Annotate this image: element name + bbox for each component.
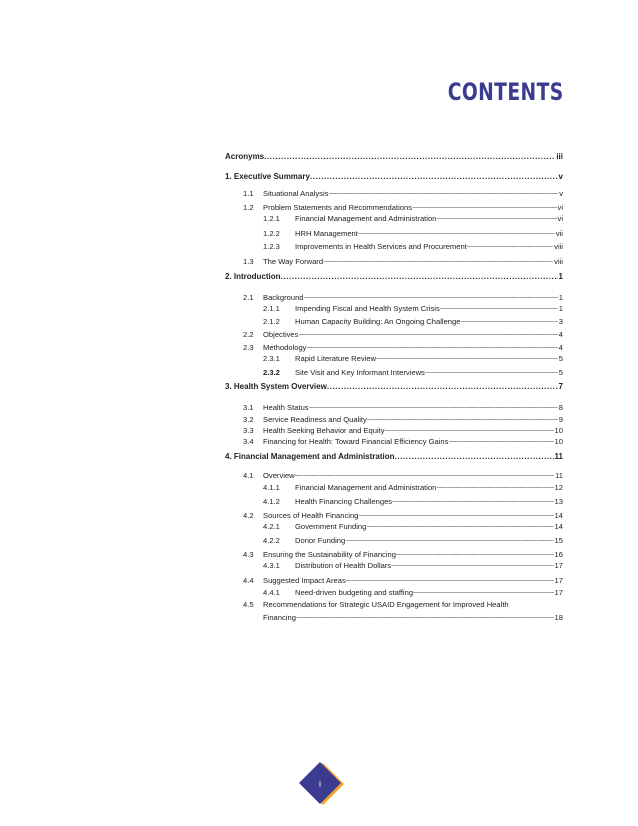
toc-entry[interactable] xyxy=(243,341,563,352)
toc-entry[interactable] xyxy=(243,469,563,480)
toc-entry[interactable] xyxy=(263,212,563,223)
toc-entry-label: Health Status xyxy=(263,403,309,412)
toc-entry-number: 1.2.3 xyxy=(263,242,280,251)
toc-entry-label: Sources of Health Financing xyxy=(263,511,359,520)
toc-entry-label: Methodology xyxy=(263,343,307,352)
toc-leader-dots xyxy=(323,255,553,266)
toc-entry-label: Situational Analysis xyxy=(263,189,329,198)
toc-entry-page: 8 xyxy=(558,403,563,412)
toc-entry[interactable] xyxy=(263,534,563,545)
toc-entry[interactable] xyxy=(243,187,563,198)
toc-entry-page: viii xyxy=(554,242,563,251)
toc-entry-number: 3.2 xyxy=(243,415,254,424)
toc-leader-dots xyxy=(358,227,555,238)
toc-leader-dots xyxy=(306,341,557,352)
toc-leader-dots xyxy=(467,240,553,251)
toc-entry-number: 1.3 xyxy=(243,257,254,266)
toc-entry[interactable] xyxy=(263,302,563,313)
toc-entry-number: 1.2 xyxy=(243,203,254,212)
toc-leader-dots xyxy=(281,272,558,281)
toc-entry-label: Site Visit and Key Informant Interviews xyxy=(295,368,425,377)
toc-entry[interactable] xyxy=(263,611,563,622)
toc-entry-label: Human Capacity Building: An Ongoing Challenge xyxy=(295,317,461,326)
toc-entry-number: 4.5 xyxy=(243,600,254,609)
toc-leader-dots xyxy=(436,212,556,223)
toc-entry-page: 13 xyxy=(554,497,563,506)
toc-entry-page: 11 xyxy=(554,452,563,461)
toc-leader-dots xyxy=(391,559,553,570)
toc-leader-dots xyxy=(413,586,553,597)
toc-entry-label: Need-driven budgeting and staffing xyxy=(295,588,414,597)
toc-entry-number: 1.2.2 xyxy=(263,229,280,238)
toc-entry[interactable] xyxy=(263,586,563,597)
toc-leader-dots xyxy=(460,315,557,326)
page-number-badge xyxy=(296,759,346,809)
toc-entry-page: 12 xyxy=(554,483,563,492)
toc-leader-dots xyxy=(296,611,554,622)
toc-leader-dots xyxy=(376,352,558,363)
toc-entry-number: 2.3.2 xyxy=(263,368,280,377)
toc-leader-dots xyxy=(304,291,558,302)
toc-entry-label: Financial Management and Administration xyxy=(295,483,437,492)
toc-entry-page: 1 xyxy=(558,272,563,281)
toc-entry-label: Suggested Impact Areas xyxy=(263,576,346,585)
toc-entry-number: 2.1.1 xyxy=(263,304,280,313)
toc-entry-page: v xyxy=(558,172,563,181)
toc-leader-dots xyxy=(295,469,554,480)
toc-entry-number: 1.1 xyxy=(243,189,254,198)
toc-entry-number: 4.4.1 xyxy=(263,588,280,597)
toc-entry-number: 4.1 xyxy=(243,471,254,480)
toc-entry[interactable] xyxy=(263,559,563,570)
toc-entry-label: 1. Executive Summary xyxy=(225,172,310,181)
toc-leader-dots xyxy=(412,201,557,212)
toc-entry-label: Background xyxy=(263,293,304,302)
toc-entry[interactable] xyxy=(225,152,563,161)
toc-entry-page: 4 xyxy=(558,330,563,339)
page-number: i xyxy=(319,779,321,789)
toc-entry-label: Overview xyxy=(263,471,295,480)
toc-leader-dots xyxy=(440,302,558,313)
toc-entry[interactable] xyxy=(263,481,563,492)
toc-entry-label: Recommendations for Strategic USAID Engagement for Improved Health xyxy=(263,600,509,609)
toc-entry-label: Financial Management and Administration xyxy=(295,214,437,223)
toc-entry-label: Health Financing Challenges xyxy=(295,497,393,506)
toc-leader-dots xyxy=(425,366,558,377)
toc-entry-label: Government Funding xyxy=(295,522,367,531)
toc-entry-number: 4.4 xyxy=(243,576,254,585)
toc-entry-label: 4. Financial Management and Administration xyxy=(225,452,395,461)
toc-entry-page: vii xyxy=(555,229,563,238)
toc-entry-number: 4.3.1 xyxy=(263,561,280,570)
toc-entry-number: 4.1.1 xyxy=(263,483,280,492)
toc-entry-page: viii xyxy=(554,257,563,266)
toc-entry-number: 3.1 xyxy=(243,403,254,412)
toc-entry[interactable] xyxy=(243,509,563,520)
toc-entry-page: 15 xyxy=(554,536,563,545)
toc-entry[interactable] xyxy=(243,413,563,424)
toc-leader-dots xyxy=(395,452,554,461)
toc-entry[interactable] xyxy=(263,366,563,377)
toc-entry-page: 14 xyxy=(554,511,563,520)
toc-entry[interactable] xyxy=(225,452,563,461)
toc-entry-number: 4.2 xyxy=(243,511,254,520)
toc-entry-number: 4.3 xyxy=(243,550,254,559)
toc-entry-label: Impending Fiscal and Health System Crisis xyxy=(295,304,440,313)
toc-entry-page: 5 xyxy=(558,354,563,363)
toc-entry[interactable] xyxy=(225,382,563,391)
toc-leader-dots xyxy=(309,401,558,412)
toc-entry-label: The Way Forward xyxy=(263,257,324,266)
toc-entry-label: Distribution of Health Dollars xyxy=(295,561,392,570)
toc-leader-dots xyxy=(385,424,554,435)
toc-entry[interactable] xyxy=(243,424,563,435)
toc-entry-label: Ensuring the Sustainability of Financing xyxy=(263,550,396,559)
toc-entry[interactable] xyxy=(263,315,563,326)
toc-entry-label: Financing xyxy=(263,613,296,622)
toc-leader-dots xyxy=(367,413,558,424)
toc-entry-page: 11 xyxy=(555,471,563,480)
toc-entry-label: Improvements in Health Services and Procurement xyxy=(295,242,467,251)
toc-entry[interactable] xyxy=(263,227,563,238)
toc-entry-page: vi xyxy=(557,203,563,212)
toc-entry[interactable] xyxy=(225,272,563,281)
toc-entry-label: 2. Introduction xyxy=(225,272,281,281)
toc-leader-dots xyxy=(392,495,553,506)
page-title: CONTENTS xyxy=(448,78,564,106)
diamond-badge-icon xyxy=(296,759,346,809)
toc-entry[interactable] xyxy=(243,435,563,446)
toc-entry-number: 4.2.1 xyxy=(263,522,280,531)
toc-leader-dots xyxy=(345,534,553,545)
toc-entry-label: Donor Funding xyxy=(295,536,346,545)
toc-leader-dots xyxy=(448,435,553,446)
toc-entry-label: Health Seeking Behavior and Equity xyxy=(263,426,385,435)
toc-entry[interactable] xyxy=(263,352,563,363)
toc-entry[interactable] xyxy=(263,520,563,531)
toc-entry-page: 10 xyxy=(554,437,563,446)
toc-entry-page: 16 xyxy=(554,550,563,559)
toc-leader-dots xyxy=(264,152,555,161)
toc-entry-number: 3.4 xyxy=(243,437,254,446)
toc-entry[interactable] xyxy=(263,240,563,251)
toc-entry[interactable] xyxy=(243,255,563,266)
toc-entry-number: 2.3.1 xyxy=(263,354,280,363)
toc-entry[interactable] xyxy=(225,172,563,181)
toc-leader-dots xyxy=(346,574,554,585)
toc-entry-page: 5 xyxy=(558,368,563,377)
toc-entry-number: 4.1.2 xyxy=(263,497,280,506)
toc-entry[interactable] xyxy=(243,328,563,339)
toc-entry-page: 7 xyxy=(558,382,563,391)
toc-leader-dots xyxy=(327,382,558,391)
toc-entry-label: Rapid Literature Review xyxy=(295,354,377,363)
toc-entry[interactable] xyxy=(243,201,563,212)
toc-entry-page: vi xyxy=(557,214,563,223)
toc-entry[interactable] xyxy=(243,291,563,302)
toc-entry-label: Objectives xyxy=(263,330,299,339)
toc-entry-page: 18 xyxy=(554,613,563,622)
toc-entry-page: 17 xyxy=(554,561,563,570)
toc-entry-number: 2.2 xyxy=(243,330,254,339)
toc-entry-page: 9 xyxy=(558,415,563,424)
toc-entry[interactable] xyxy=(243,574,563,585)
toc-entry[interactable] xyxy=(243,401,563,412)
toc-entry-number: 4.2.2 xyxy=(263,536,280,545)
toc-leader-dots xyxy=(358,509,553,520)
toc-entry-page: 1 xyxy=(558,293,563,302)
toc-entry-page: 10 xyxy=(554,426,563,435)
toc-leader-dots xyxy=(298,328,557,339)
toc-entry-page: 3 xyxy=(558,317,563,326)
toc-entry-label: Acronyms xyxy=(225,152,265,161)
toc-entry[interactable] xyxy=(243,600,563,609)
toc-leader-dots xyxy=(328,187,558,198)
toc-entry-page: 1 xyxy=(558,304,563,313)
toc-entry-number: 1.2.1 xyxy=(263,214,280,223)
toc-entry-number: 3.3 xyxy=(243,426,254,435)
toc-entry-number: 2.1 xyxy=(243,293,254,302)
toc-leader-dots xyxy=(436,481,553,492)
toc-entry-label: Problem Statements and Recommendations xyxy=(263,203,412,212)
toc-entry-label: 3. Health System Overview xyxy=(225,382,327,391)
toc-entry-label: Service Readiness and Quality xyxy=(263,415,367,424)
toc-entry[interactable] xyxy=(263,495,563,506)
toc-leader-dots xyxy=(396,548,554,559)
toc-entry[interactable] xyxy=(243,548,563,559)
toc-entry-page: 17 xyxy=(554,576,563,585)
toc-entry-page: 17 xyxy=(554,588,563,597)
toc-entry-page: iii xyxy=(556,152,563,161)
toc-entry-page: 14 xyxy=(554,522,563,531)
toc-leader-dots xyxy=(310,172,558,181)
toc-entry-label: Financing for Health: Toward Financial Efficiency Gains xyxy=(263,437,449,446)
toc-entry-number: 2.3 xyxy=(243,343,254,352)
toc-entry-page: 4 xyxy=(558,343,563,352)
toc-entry-label: HRH Management xyxy=(295,229,358,238)
toc-entry-page: v xyxy=(559,189,563,198)
toc-leader-dots xyxy=(366,520,553,531)
toc-entry-number: 2.1.2 xyxy=(263,317,280,326)
